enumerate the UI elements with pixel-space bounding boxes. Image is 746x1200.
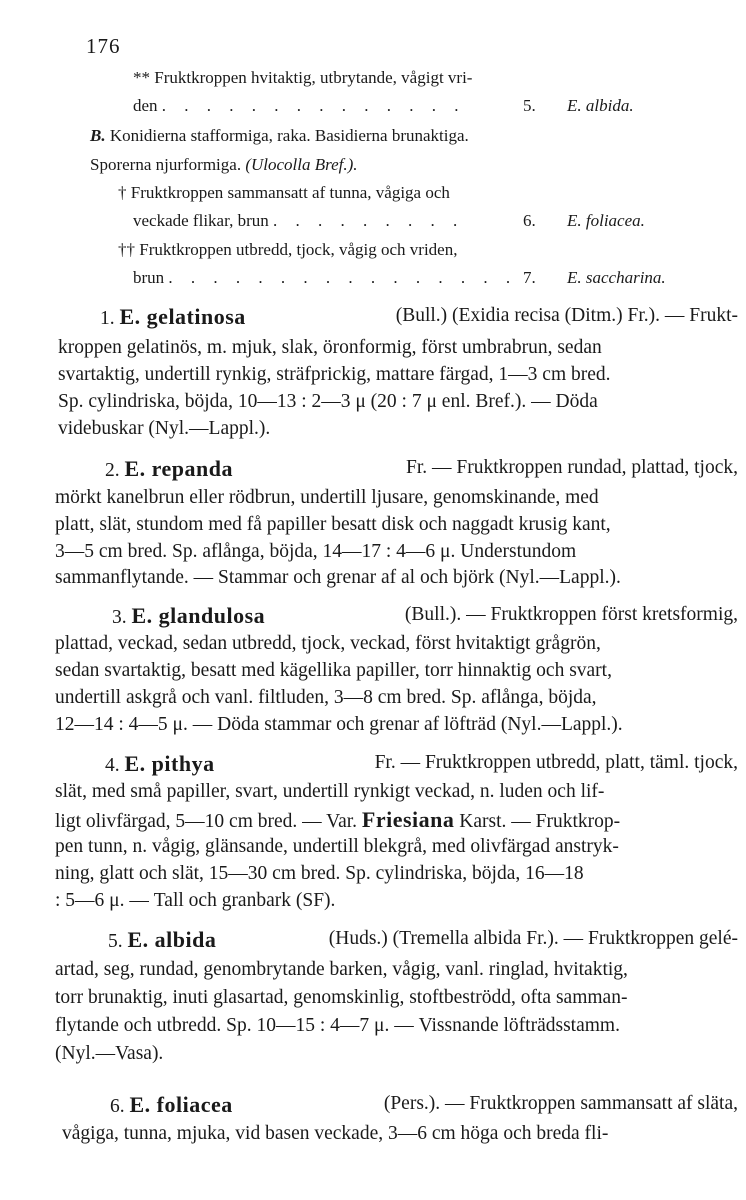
- species-2-line-3: platt, slät, stundom med få papiller besatt disk och naggadt krusig kant,: [55, 514, 611, 535]
- key-num-saccharina: 7.: [523, 268, 536, 287]
- species-6-line-2: vågiga, tunna, mjuka, vid basen veckade, 3—6 cm höga och breda fli-: [62, 1123, 609, 1144]
- species-2-line-2: mörkt kanelbrun eller rödbrun, undertill ljusare, genomskinande, med: [55, 487, 599, 508]
- species-2-line-4: 3—5 cm bred. Sp. aflånga, böjda, 14—17 : 4—6 μ. Understundom: [55, 541, 577, 562]
- species-6-line-1: 6. E. foliacea (Pers.). — Fruktkroppen sammansatt af släta,: [110, 1092, 738, 1117]
- species-4-line-5: ning, glatt och slät, 15—30 cm bred. Sp. cylindriska, böjda, 16—18: [55, 863, 584, 884]
- key-name-saccharina: E. saccharina.: [567, 268, 666, 287]
- page-number: 176: [86, 34, 121, 58]
- key-line-2: den . . . . . . . . . . . . . .: [133, 96, 466, 115]
- species-2-name: E. repanda: [124, 456, 234, 481]
- key-name-albida: E. albida.: [567, 96, 634, 115]
- species-4-line-6: : 5—6 μ. — Tall och granbark (SF).: [55, 890, 336, 911]
- species-4-line-3: ligt olivfärgad, 5—10 cm bred. — Var. Friesiana Karst. — Fruktkrop-: [55, 807, 621, 832]
- species-5-line-5: (Nyl.—Vasa).: [55, 1043, 164, 1064]
- species-5-line-2: artad, seg, rundad, genombrytande barken, vågig, vanl. ringlad, hvitaktig,: [55, 959, 628, 980]
- key-dagger2-line1: †† Fruktkroppen utbredd, tjock, vågig och vriden,: [118, 240, 458, 259]
- species-1-line-1: 1. E. gelatinosa (Bull.) (Exidia recisa (Ditm.) Fr.). — Frukt-: [100, 304, 738, 329]
- key-section-b-line2: Sporerna njurformiga. (Ulocolla Bref.).: [90, 155, 358, 174]
- species-5-line-3: torr brunaktig, inuti glasartad, genomskinlig, stoftbeströdd, ofta samman-: [55, 987, 628, 1008]
- key-line-1: ** Fruktkroppen hvitaktig, utbrytande, vågigt vri-: [133, 68, 473, 87]
- species-6-name: E. foliacea: [129, 1092, 233, 1117]
- species-4-line-4: pen tunn, n. vågig, glänsande, undertill blekgrå, med olivfärgad anstryk-: [55, 836, 619, 857]
- species-3-line-5: 12—14 : 4—5 μ. — Döda stammar och grenar af löfträd (Nyl.—Lappl.).: [55, 714, 623, 735]
- species-1-line-5: videbuskar (Nyl.—Lappl.).: [58, 418, 271, 439]
- key-dagger1-line1: † Fruktkroppen sammansatt af tunna, vågiga och: [118, 183, 450, 202]
- species-5-line-4: flytande och utbredd. Sp. 10—15 : 4—7 μ. — Vissnande löfträdsstamm.: [55, 1015, 620, 1036]
- key-dagger1-line2: veckade flikar, brun . . . . . . . . .: [133, 211, 465, 230]
- species-3-line-1: 3. E. glandulosa (Bull.). — Fruktkroppen först kretsformig,: [112, 603, 738, 628]
- species-1-line-3: svartaktig, undertill rynkig, sträfprickig, mattare färgad, 1—3 cm bred.: [58, 364, 611, 385]
- species-2-line-5: sammanflytande. — Stammar och grenar af al och björk (Nyl.—Lappl.).: [55, 567, 621, 588]
- species-1-line-4: Sp. cylindriska, böjda, 10—13 : 2—3 μ (20 : 7 μ enl. Bref.). — Döda: [58, 391, 598, 412]
- species-3-name: E. glandulosa: [131, 603, 266, 628]
- species-5-line-1: 5. E. albida (Huds.) (Tremella albida Fr.). — Fruktkroppen gelé-: [108, 927, 738, 952]
- key-num-albida: 5.: [523, 96, 536, 115]
- key-dagger2-line2: brun . . . . . . . . . . . . . . . .: [133, 268, 518, 287]
- species-3-line-2: plattad, veckad, sedan utbredd, tjock, veckad, först hvitaktigt grågrön,: [55, 633, 601, 654]
- species-5-name: E. albida: [127, 927, 217, 952]
- species-3-line-3: sedan svartaktig, besatt med kägellika papiller, torr hinnaktig och svart,: [55, 660, 612, 681]
- variety-friesiana: Friesiana: [361, 807, 455, 832]
- species-4-line-1: 4. E. pithya Fr. — Fruktkroppen utbredd, platt, täml. tjock,: [105, 751, 738, 776]
- key-num-foliacea: 6.: [523, 211, 536, 230]
- species-1-line-2: kroppen gelatinös, m. mjuk, slak, öronformig, först umbrabrun, sedan: [58, 337, 602, 358]
- species-4-line-2: slät, med små papiller, svart, undertill rynkigt veckad, n. luden och lif-: [55, 781, 605, 802]
- species-4-name: E. pithya: [124, 751, 215, 776]
- species-3-line-4: undertill askgrå och vanl. filtluden, 3—8 cm bred. Sp. aflånga, böjda,: [55, 687, 597, 708]
- key-name-foliacea: E. foliacea.: [567, 211, 645, 230]
- species-2-line-1: 2. E. repanda Fr. — Fruktkroppen rundad, plattad, tjock,: [105, 456, 738, 481]
- species-1-name: E. gelatinosa: [119, 304, 246, 329]
- key-section-b: B. Konidierna stafformiga, raka. Basidierna brunaktiga.: [90, 126, 469, 145]
